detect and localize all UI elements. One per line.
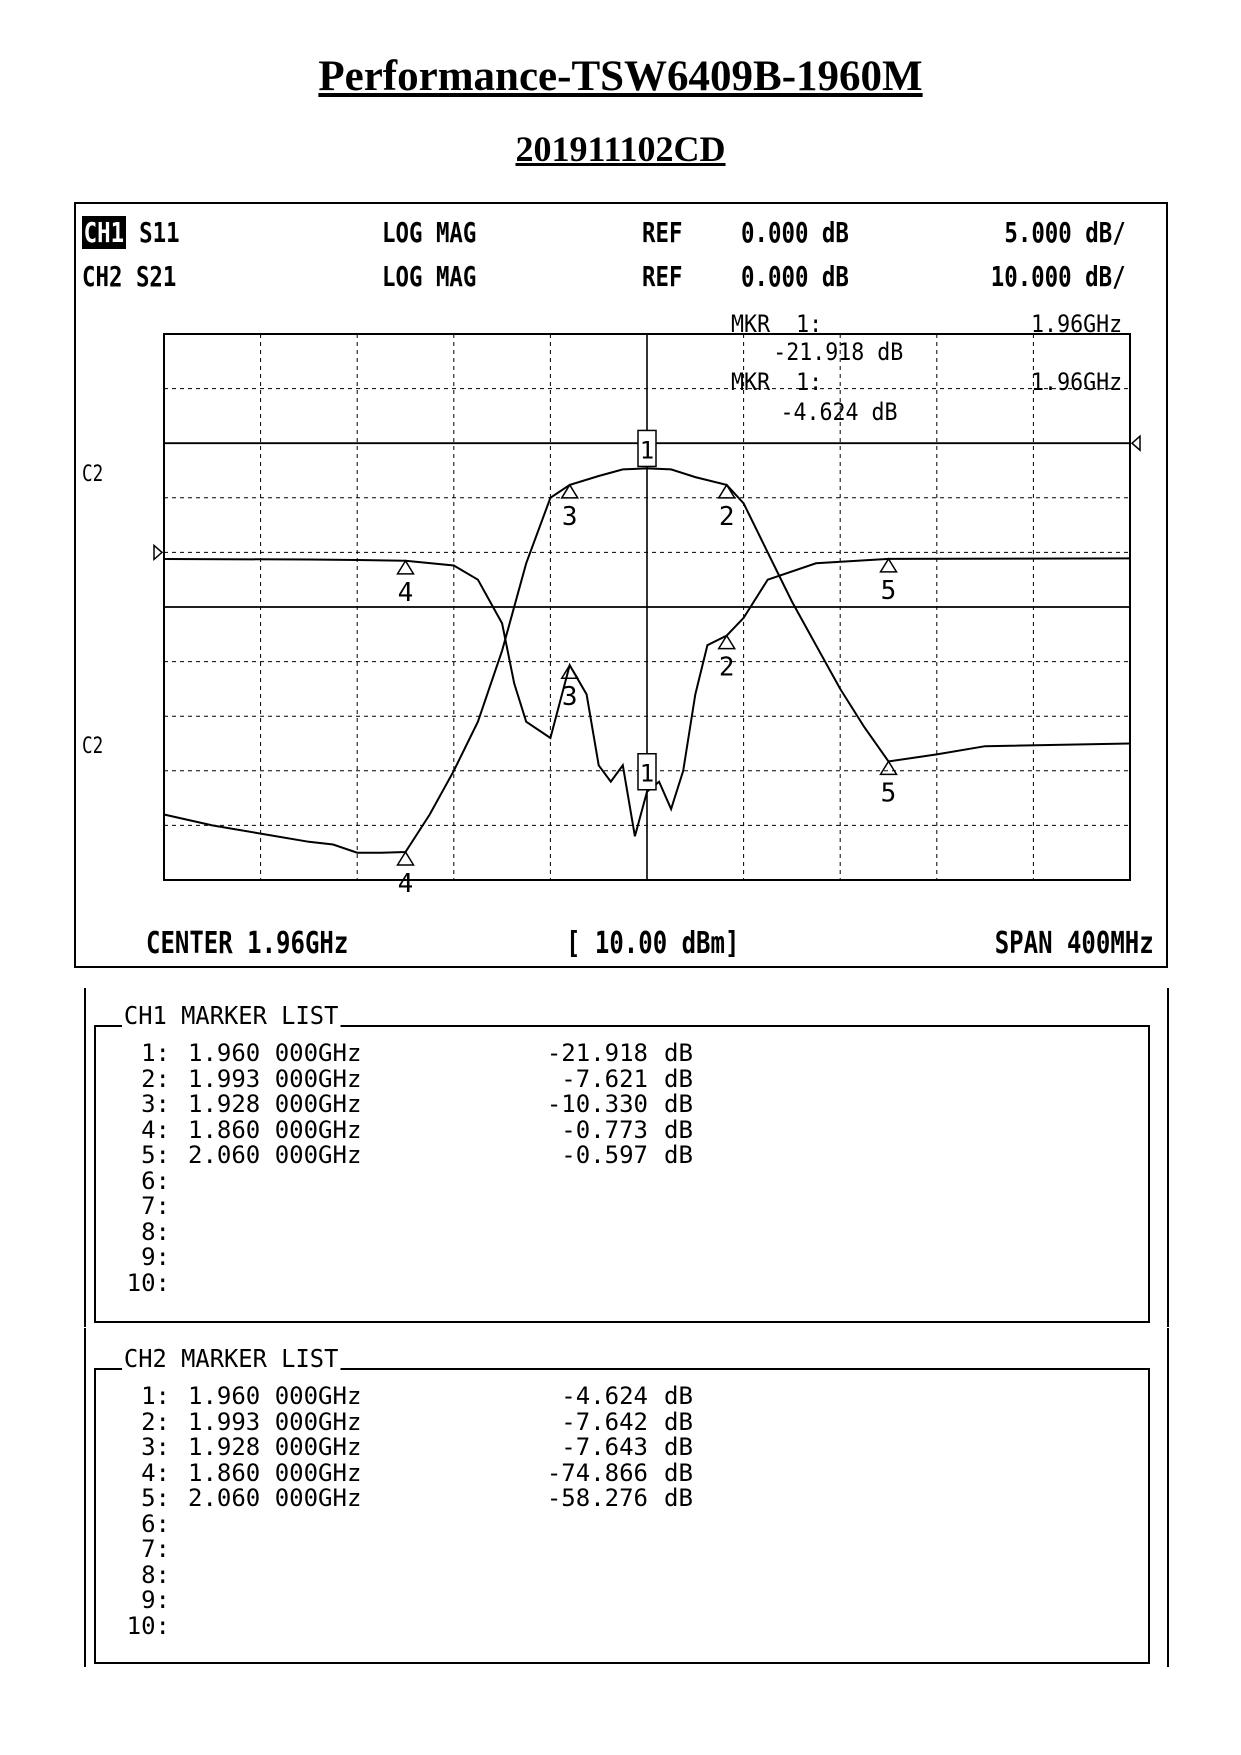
- ch1-marker-row: [124, 1268, 724, 1297]
- ch1-ref-value: 0.000 dB: [741, 216, 849, 249]
- ch1-scale-indicator: C2: [82, 462, 104, 487]
- ch2-marker-label: 4: [397, 868, 414, 899]
- marker-value: -74.866: [546, 1458, 648, 1487]
- ch1-marker-value: -21.918 dB: [773, 338, 904, 366]
- ch1-marker-row: [124, 1115, 724, 1144]
- ch2-marker-row: [124, 1407, 724, 1436]
- ch1-marker-row: [124, 1194, 724, 1220]
- ch2-marker-row: [124, 1384, 724, 1410]
- marker-index: 7:: [141, 1192, 170, 1220]
- ch2-marker-triangle: [398, 852, 414, 865]
- ch1-marker-list: [94, 1001, 1150, 1323]
- marker-frequency: 1.860 000GHz: [188, 1458, 362, 1487]
- ch2-marker-row: [124, 1537, 724, 1563]
- ch2-scale-indicator: C2: [82, 734, 104, 759]
- marker-value: -7.621: [561, 1064, 648, 1093]
- marker-index: 1:: [141, 1382, 170, 1410]
- ch2-scale: 10.000 dB/: [991, 260, 1126, 293]
- marker-frequency: 1.928 000GHz: [188, 1090, 362, 1118]
- ch1-marker-list-title: CH1 MARKER LIST: [123, 1001, 339, 1030]
- marker-unit: dB: [664, 1484, 693, 1512]
- marker-value: -58.276: [546, 1484, 648, 1512]
- marker-unit: dB: [664, 1115, 693, 1144]
- ch2-marker-row: [124, 1486, 724, 1512]
- marker-index: 4:: [141, 1115, 170, 1144]
- ch1-marker-label: 5: [880, 575, 897, 606]
- ch2-marker-row: [124, 1458, 724, 1487]
- marker-index: 1:: [141, 1039, 170, 1067]
- marker-value: -10.330: [546, 1090, 648, 1118]
- ch1-scale: 5.000 dB/: [1004, 216, 1126, 249]
- ch1-marker-triangle: [398, 561, 414, 574]
- marker-index: 2:: [141, 1407, 170, 1436]
- marker-unit: dB: [664, 1090, 693, 1118]
- marker-index: 5:: [141, 1484, 170, 1512]
- source-power: [ 10.00 dBm]: [566, 926, 740, 961]
- marker-index: 8:: [141, 1217, 170, 1246]
- marker-value: -0.773: [561, 1115, 648, 1144]
- ch2-marker-row: [124, 1509, 724, 1538]
- marker-index: 3:: [141, 1090, 170, 1118]
- marker-frequency: 1.960 000GHz: [188, 1382, 362, 1410]
- ch1-marker-freq: 1.96GHz: [1031, 310, 1123, 338]
- marker-value: -7.642: [561, 1407, 648, 1436]
- ch2-reference-arrow: [1132, 436, 1140, 450]
- ch1-marker-label: 1: [639, 759, 655, 788]
- marker-frequency: 1.993 000GHz: [188, 1407, 362, 1436]
- marker-index: 10:: [126, 1268, 170, 1297]
- ch2-marker-value: -4.624 dB: [780, 398, 898, 426]
- ch1-ref-label: REF: [642, 216, 683, 249]
- ch1-marker-row: [124, 1217, 724, 1246]
- ch1-marker-row: [124, 1143, 724, 1169]
- frequency-span: SPAN 400MHz: [995, 926, 1154, 961]
- trace-plot: [76, 204, 1170, 970]
- marker-frequency: 2.060 000GHz: [188, 1484, 362, 1512]
- ch2-marker-label: 1: [639, 436, 655, 465]
- ch2-marker-row: [124, 1435, 724, 1461]
- network-analyzer-screen: [74, 202, 1168, 968]
- marker-index: 2:: [141, 1064, 170, 1093]
- marker-unit: dB: [664, 1407, 693, 1436]
- ch2-marker-row: [124, 1611, 724, 1640]
- ch1-header: [82, 216, 180, 249]
- ch2-marker-list-title: CH2 MARKER LIST: [123, 1344, 339, 1373]
- ch1-marker-row: [124, 1166, 724, 1195]
- ch1-marker-rows: [124, 1041, 724, 1296]
- marker-index: 9:: [141, 1243, 170, 1271]
- marker-value: -0.597: [561, 1141, 648, 1169]
- marker-unit: dB: [664, 1382, 693, 1410]
- marker-index: 10:: [126, 1611, 170, 1640]
- ch2-marker-label: 2: [718, 501, 735, 532]
- ch1-marker-row: [124, 1041, 724, 1067]
- page-subtitle: 201911102CD: [515, 129, 726, 169]
- ch2-header: [82, 260, 176, 293]
- ch2-marker-freq: 1.96GHz: [1031, 368, 1123, 396]
- ch1-marker-row: [124, 1092, 724, 1118]
- marker-unit: dB: [664, 1458, 693, 1487]
- marker-index: 6:: [141, 1509, 170, 1538]
- ch1-marker-label: 4: [397, 577, 414, 608]
- marker-index: 5:: [141, 1141, 170, 1169]
- ch2-param: S21: [135, 260, 177, 293]
- marker-unit: dB: [664, 1039, 693, 1067]
- marker-unit: dB: [664, 1064, 693, 1093]
- ch1-marker-label: 3: [561, 682, 578, 713]
- marker-frequency: 1.860 000GHz: [188, 1115, 362, 1144]
- ch2-name: CH2: [82, 260, 123, 293]
- ch2-marker-row: [124, 1588, 724, 1614]
- marker-unit: dB: [664, 1433, 693, 1461]
- marker-index: 7:: [141, 1535, 170, 1563]
- ch1-reference-arrow: [154, 545, 162, 559]
- ch1-marker-label: 2: [718, 652, 735, 683]
- ch2-format: LOG MAG: [382, 260, 477, 293]
- marker-index: 8:: [141, 1560, 170, 1589]
- marker-frequency: 2.060 000GHz: [188, 1141, 362, 1169]
- ch2-marker-label: 5: [880, 778, 897, 809]
- ch2-marker-triangle: [562, 485, 578, 498]
- marker-index: 9:: [141, 1586, 170, 1614]
- ch2-ref-value: 0.000 dB: [741, 260, 849, 293]
- ch1-marker-row: [124, 1245, 724, 1271]
- ch1-marker-triangle: [881, 559, 897, 572]
- ch2-ref-label: REF: [642, 260, 683, 293]
- ch2-marker-row: [124, 1560, 724, 1589]
- ch2-marker-triangle: [881, 761, 897, 774]
- ch2-marker-rows: [124, 1384, 724, 1639]
- ch1-format: LOG MAG: [382, 216, 477, 249]
- marker-value: -21.918: [546, 1039, 648, 1067]
- marker-frequency: 1.993 000GHz: [188, 1064, 362, 1093]
- ch2-marker-label: 3: [561, 501, 578, 532]
- marker-frequency: 1.960 000GHz: [188, 1039, 362, 1067]
- center-frequency: CENTER 1.96GHz: [146, 926, 349, 961]
- ch1-name: CH1: [83, 216, 125, 249]
- ch2-marker-list: [94, 1344, 1150, 1664]
- marker-index: 6:: [141, 1166, 170, 1195]
- marker-value: -4.624: [561, 1382, 648, 1410]
- marker-index: 3:: [141, 1433, 170, 1461]
- ch2-marker-label: MKR 1:: [731, 368, 823, 396]
- ch1-param: S11: [139, 216, 180, 249]
- ch1-marker-label: MKR 1:: [731, 310, 823, 338]
- marker-unit: dB: [664, 1141, 693, 1169]
- marker-frequency: 1.928 000GHz: [188, 1433, 362, 1461]
- ch1-marker-row: [124, 1064, 724, 1093]
- marker-value: -7.643: [561, 1433, 648, 1461]
- page-title: Performance-TSW6409B-1960M: [318, 53, 923, 100]
- marker-index: 4:: [141, 1458, 170, 1487]
